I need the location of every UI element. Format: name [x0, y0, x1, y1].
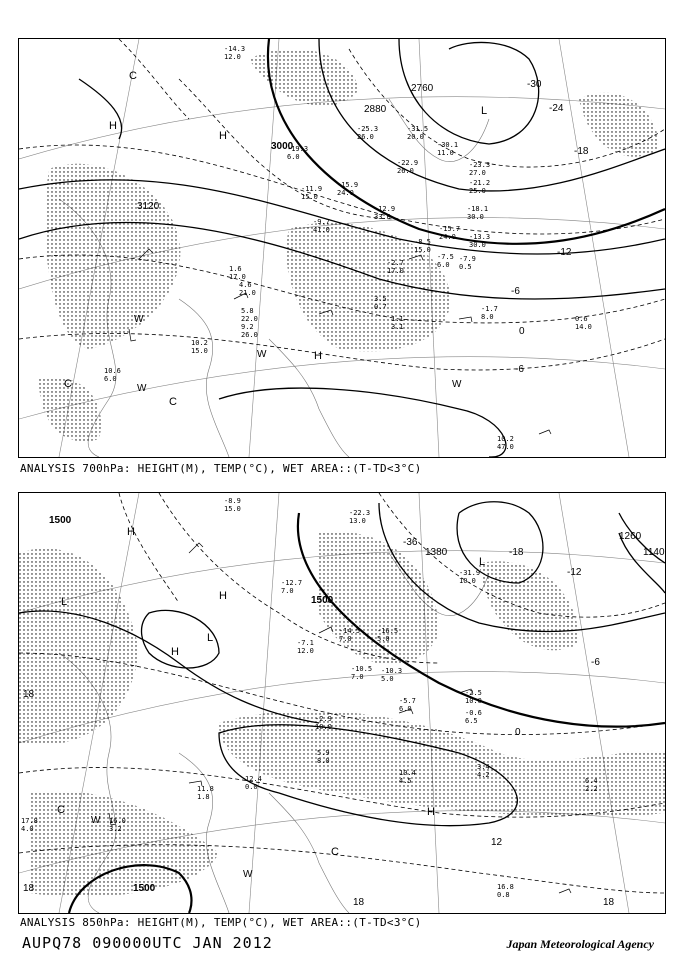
station-value: 16.8 — [497, 883, 514, 891]
warm-center-1: W — [134, 314, 144, 325]
station-value: 15.0 — [414, 246, 431, 254]
station-value: -14.5 — [339, 627, 361, 635]
map-700hpa-svg — [19, 39, 665, 457]
station-value: 9.2 — [241, 323, 254, 331]
station-value: -2.5 — [465, 689, 482, 697]
station-value: -22.9 — [397, 159, 419, 167]
height-label: 1260 — [619, 531, 642, 542]
station-value: -1.7 — [481, 305, 498, 313]
isotherm-label: -12 — [567, 567, 582, 578]
isotherm-label: -18 — [509, 547, 524, 558]
station-value: -25.3 — [357, 125, 379, 133]
warm-center-2: W — [243, 869, 253, 880]
height-label: 1500 — [311, 595, 334, 606]
station-value: -15.7 — [439, 225, 461, 233]
station-value: 7.0 — [281, 587, 294, 595]
station-value: -15.9 — [337, 181, 359, 189]
station-value: 10.2 — [191, 339, 208, 347]
caption-700hpa: ANALYSIS 700hPa: HEIGHT(M), TEMP(°C), WET AREA::(T-TD<3°C) — [20, 462, 422, 475]
station-value: 4.5 — [399, 777, 412, 785]
station-value: -10.3 — [381, 667, 403, 675]
station-value: 8.0 — [481, 313, 494, 321]
station-value: -21.2 — [469, 179, 491, 187]
isotherm-label: -6 — [511, 286, 520, 297]
station-value: -30.1 — [437, 141, 459, 149]
station-value: 11.0 — [437, 149, 454, 157]
station-value: -19.3 — [287, 145, 309, 153]
isotherm-label: -24 — [549, 103, 564, 114]
station-value: -8.9 — [224, 497, 241, 505]
high-center-2: H — [219, 590, 227, 602]
station-value: 15.0 — [191, 347, 208, 355]
station-value: 1.1 — [391, 315, 404, 323]
station-value: 3.4 — [477, 763, 490, 771]
station-value: 41.0 — [313, 226, 330, 234]
warm-center-4: W — [452, 379, 462, 390]
wet-areas — [39, 49, 659, 442]
station-value: 11.8 — [197, 785, 214, 793]
station-value: 20.0 — [407, 133, 424, 141]
station-value: 4.2 — [477, 771, 490, 779]
isotherm-label: 0 — [515, 727, 521, 738]
station-value: -14.3 — [224, 45, 246, 53]
station-value: -31.5 — [407, 125, 429, 133]
station-value: -13.3 — [469, 233, 491, 241]
station-value: 13.0 — [349, 517, 366, 525]
station-value: 17.0 — [387, 267, 404, 275]
isotherm-label: -12 — [557, 247, 572, 258]
station-value: 6.0 — [399, 705, 412, 713]
station-value: 12.4 — [245, 775, 262, 783]
station-value: 0.5 — [459, 263, 472, 271]
isotherm-label: 18 — [603, 897, 615, 908]
station-value: 8.0 — [317, 757, 330, 765]
station-value: 0.8 — [497, 891, 510, 899]
station-value: 30.0 — [469, 241, 486, 249]
map-850hpa-svg — [19, 493, 665, 913]
wet-areas — [19, 532, 665, 897]
station-value: 5.0 — [381, 675, 394, 683]
warm-center-3: W — [137, 383, 147, 394]
station-value: 1.6 — [229, 265, 242, 273]
isotherm-label: -36 — [403, 537, 418, 548]
isotherm-label: -6 — [515, 364, 524, 375]
height-label: 2760 — [411, 83, 434, 94]
station-value: 10.0 — [315, 723, 332, 731]
isotherm-label: -30 — [527, 79, 542, 90]
isotherm-label: -18 — [574, 146, 589, 157]
station-value: 6.0 — [287, 153, 300, 161]
station-value: 5.9 — [317, 749, 330, 757]
station-value: 6.5 — [465, 717, 478, 725]
station-value: 17.0 — [229, 273, 246, 281]
station-value: 10.0 — [459, 577, 476, 585]
cold-center-2: C — [331, 846, 339, 858]
station-value: 2.2 — [585, 785, 598, 793]
low-center-1: L — [479, 556, 486, 568]
station-value: -5.7 — [399, 697, 416, 705]
station-value: 0.0 — [245, 783, 258, 791]
station-value: -31.9 — [459, 569, 481, 577]
station-value: 14.0 — [575, 323, 592, 331]
station-value: 6.4 — [585, 777, 598, 785]
station-value: -7.1 — [297, 639, 314, 647]
height-label: 1500 — [49, 515, 72, 526]
high-center-4: H — [427, 806, 435, 818]
warm-center-2: W — [257, 349, 267, 360]
isotherm-label: 18 — [353, 897, 365, 908]
low-center-1: L — [481, 105, 488, 117]
high-center-3: H — [314, 350, 322, 362]
warm-center-1: W — [91, 815, 101, 826]
station-value: 7.0 — [339, 635, 352, 643]
cold-center-1: C — [57, 804, 65, 816]
station-value: -12.7 — [281, 579, 303, 587]
station-value: 24.0 — [439, 233, 456, 241]
station-value: 10.4 — [399, 769, 416, 777]
station-value: 0.6 — [575, 315, 588, 323]
high-center-2: H — [219, 130, 227, 142]
high-center-3: H — [171, 646, 179, 658]
station-value: -22.3 — [349, 509, 371, 517]
station-value: -11.9 — [301, 185, 323, 193]
chart-code-datetime: AUPQ78 090000UTC JAN 2012 — [22, 934, 273, 952]
height-label: 1500 — [133, 883, 156, 894]
station-value: 3.1 — [391, 323, 404, 331]
station-value: 30.0 — [467, 213, 484, 221]
station-value: 4.0 — [21, 825, 34, 833]
station-value: 25.0 — [469, 187, 486, 195]
station-value: 26.0 — [397, 167, 414, 175]
station-value: 17.8 — [21, 817, 38, 825]
station-value: 10.2 — [497, 435, 514, 443]
height-label: 1380 — [425, 547, 448, 558]
station-value: -0.6 — [465, 709, 482, 717]
station-value: 3.5 — [374, 295, 387, 303]
station-value: 27.0 — [469, 169, 486, 177]
station-value: 16.0 — [109, 817, 126, 825]
station-value: 12.0 — [297, 647, 314, 655]
height-label: 3120 — [137, 201, 160, 212]
cold-center-2: C — [64, 378, 72, 390]
station-value: -12.9 — [374, 205, 396, 213]
station-value: -23.3 — [469, 161, 491, 169]
station-value: -8.5 — [414, 238, 431, 246]
station-value: 6.0 — [104, 375, 117, 383]
height-label: 1140 — [643, 547, 665, 558]
station-value: 12.0 — [224, 53, 241, 61]
station-value: 3.2 — [109, 825, 122, 833]
station-value: 5.8 — [241, 307, 254, 315]
station-value: -10.5 — [351, 665, 373, 673]
low-center-2: L — [61, 596, 68, 608]
station-value: 15.0 — [224, 505, 241, 513]
height-label: 2880 — [364, 104, 387, 115]
station-value: -7.9 — [459, 255, 476, 263]
cold-center-3: C — [169, 396, 177, 408]
low-center-3: L — [207, 632, 214, 644]
station-value: 33.0 — [374, 213, 391, 221]
caption-850hpa: ANALYSIS 850hPa: HEIGHT(M), TEMP(°C), WET AREA::(T-TD<3°C) — [20, 916, 422, 929]
map-panel-850hpa — [18, 492, 666, 914]
cold-center-1: C — [129, 70, 137, 82]
station-value: 47.0 — [497, 443, 514, 451]
isotherm-label: 12 — [491, 837, 503, 848]
station-value: -2.7 — [387, 259, 404, 267]
height-label: 3000 — [271, 141, 294, 152]
high-center-1: H — [109, 120, 117, 132]
high-center-1: H — [127, 526, 135, 538]
isotherm-label: 0 — [519, 326, 525, 337]
station-value: 6.0 — [437, 261, 450, 269]
agency-name: Japan Meteorological Agency — [506, 937, 654, 951]
station-value: 24.0 — [337, 189, 354, 197]
station-value: 15.0 — [301, 193, 318, 201]
station-value: 10.0 — [465, 697, 482, 705]
station-value: -9.7 — [313, 218, 330, 226]
station-value: 4.6 — [239, 281, 252, 289]
station-value: 5.0 — [377, 635, 390, 643]
isotherm-label: -6 — [591, 657, 600, 668]
station-value: -2.9 — [315, 715, 332, 723]
station-value: 0.7 — [374, 303, 387, 311]
station-value: 21.0 — [239, 289, 256, 297]
station-value: -7.5 — [437, 253, 454, 261]
station-value: 1.8 — [197, 793, 210, 801]
station-value: 10.6 — [104, 367, 121, 375]
station-value: 7.0 — [351, 673, 364, 681]
map-panel-700hpa — [18, 38, 666, 458]
station-value: 26.0 — [357, 133, 374, 141]
station-value: -16.5 — [377, 627, 399, 635]
station-value: 22.0 — [241, 315, 258, 323]
station-value: 26.0 — [241, 331, 258, 339]
isotherm-label: 18 — [23, 689, 35, 700]
isotherm-label: 18 — [23, 883, 35, 894]
station-value: -18.1 — [467, 205, 489, 213]
